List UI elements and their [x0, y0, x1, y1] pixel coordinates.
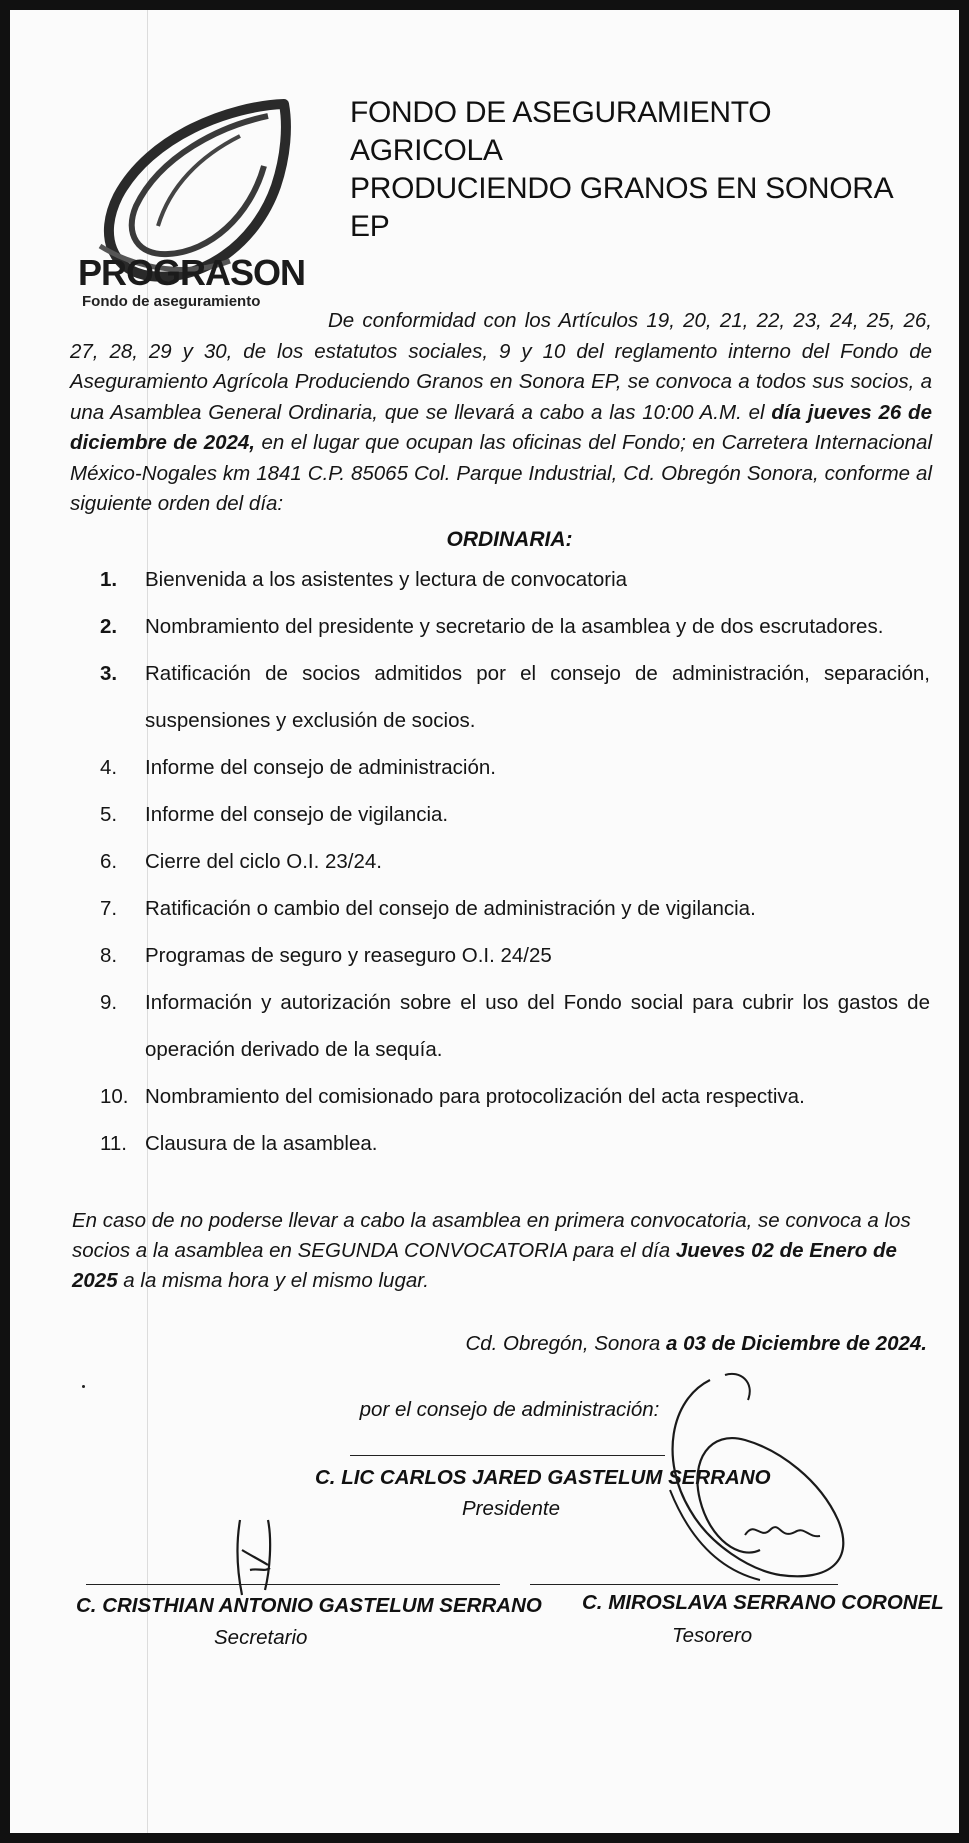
president-name: C. LIC CARLOS JARED GASTELUM SERRANO	[315, 1466, 771, 1489]
agenda-item	[100, 979, 930, 1073]
agenda-item-text: Nombramiento del comisionado para protocolización del acta respectiva.	[145, 1085, 805, 1108]
agenda-item-text: Información y autorización sobre el uso del Fondo social para cubrir los gastos de operación derivado de la sequía.	[145, 991, 930, 1061]
president-role: Presidente	[462, 1497, 561, 1520]
agenda-item	[100, 744, 930, 791]
title-line-1: FONDO DE ASEGURAMIENTO AGRICOLA	[350, 96, 772, 167]
secretary-name: C. CRISTHIAN ANTONIO GASTELUM SERRANO	[76, 1594, 542, 1617]
agenda-item	[100, 838, 930, 885]
secretary-signature-line	[86, 1584, 500, 1585]
agenda-item-number: 8.	[100, 944, 118, 967]
agenda-list	[100, 556, 930, 1167]
logo-subtitle: Fondo de aseguramiento	[82, 293, 261, 310]
agenda-item-number: 7.	[100, 897, 118, 920]
intro-text-2: en el lugar que ocupan las oficinas del Fondo; en Carretera Internacional México-Nogales km 1841 C.P. 85065 Col. Parque Industrial, Cd. Obregón Sonora, conforme al siguiente orden del día:	[70, 431, 932, 515]
logo-wordmark: PROGRASON	[78, 252, 306, 293]
agenda-item-number: 10.	[100, 1085, 129, 1108]
document-title	[350, 94, 910, 246]
meeting-date: día jueves 26 de diciembre de 2024,	[70, 400, 932, 454]
agenda-item	[100, 650, 930, 744]
agenda-item-text: Informe del consejo de administración.	[145, 756, 496, 779]
treasurer-role: Tesorero	[672, 1624, 753, 1647]
closing-text-1: En caso de no poderse llevar a cabo la asamblea en primera convocatoria, se convoca a los socios a la asamblea en SEGUNDA CONVOCATORIA para el día	[72, 1209, 911, 1262]
agenda-item	[100, 885, 930, 932]
agenda-item-number: 9.	[100, 991, 118, 1014]
intro-text-1: De conformidad con los Artículos 19, 20, 21, 22, 23, 24, 25, 26, 27, 28, 29 y 30, de los estatutos sociales, 9 y 10 del reglamento interno del Fondo de Aseguramiento Agrícola Produciendo Granos en Sonora EP, se convoca a todos sus socios, a una Asamblea General Ordinaria, que se llevará a cabo a las 10:00 A.M. el	[70, 309, 932, 424]
agenda-item	[100, 791, 930, 838]
agenda-item-number: 3.	[100, 662, 118, 685]
convocatoria-document	[10, 10, 959, 1833]
agenda-item	[100, 1120, 930, 1167]
agenda-item-text: Cierre del ciclo O.I. 23/24.	[145, 850, 382, 873]
intro-paragraph	[70, 306, 932, 520]
agenda-item-number: 2.	[100, 615, 118, 638]
agenda-item-text: Ratificación o cambio del consejo de administración y de vigilancia.	[145, 897, 756, 920]
agenda-item-number: 1.	[100, 568, 118, 591]
place-and-date	[465, 1332, 927, 1356]
agenda-item-text: Nombramiento del presidente y secretario de la asamblea y de dos escrutadores.	[145, 615, 884, 638]
agenda-item-number: 11.	[100, 1132, 127, 1155]
agenda-item-text: Ratificación de socios admitidos por el consejo de administración, separación, suspensiones y exclusión de socios.	[145, 662, 930, 732]
agenda-item	[100, 932, 930, 979]
place-text: Cd. Obregón, Sonora	[465, 1332, 667, 1355]
closing-text-2: a la misma hora y el mismo lugar.	[117, 1269, 430, 1292]
issue-date: a 03 de Diciembre de 2024.	[666, 1332, 927, 1355]
by-council-label: por el consejo de administración:	[359, 1398, 660, 1421]
agenda-item	[100, 1073, 930, 1120]
president-signature-line	[350, 1455, 665, 1456]
title-line-2: PRODUCIENDO GRANOS EN SONORA EP	[350, 172, 892, 243]
secretary-handwritten-signature	[220, 1510, 290, 1600]
agenda-item-text: Informe del consejo de vigilancia.	[145, 803, 449, 826]
agenda-item-number: 5.	[100, 803, 118, 826]
stray-dot	[82, 1385, 85, 1388]
agenda-item	[100, 603, 930, 650]
agenda-item	[100, 556, 930, 603]
second-call-date: Jueves 02 de Enero de 2025	[72, 1239, 897, 1292]
treasurer-name: C. MIROSLAVA SERRANO CORONEL	[582, 1591, 944, 1614]
agenda-item-number: 6.	[100, 850, 118, 873]
agenda-item-text: Programas de seguro y reaseguro O.I. 24/25	[145, 944, 552, 967]
agenda-item-text: Clausura de la asamblea.	[145, 1132, 378, 1155]
treasurer-handwritten-signature	[630, 1370, 870, 1600]
section-title: ORDINARIA:	[446, 528, 573, 551]
agenda-item-text: Bienvenida a los asistentes y lectura de convocatoria	[145, 568, 628, 591]
secretary-role: Secretario	[214, 1626, 308, 1649]
closing-paragraph	[72, 1206, 934, 1296]
agenda-item-number: 4.	[100, 756, 118, 779]
